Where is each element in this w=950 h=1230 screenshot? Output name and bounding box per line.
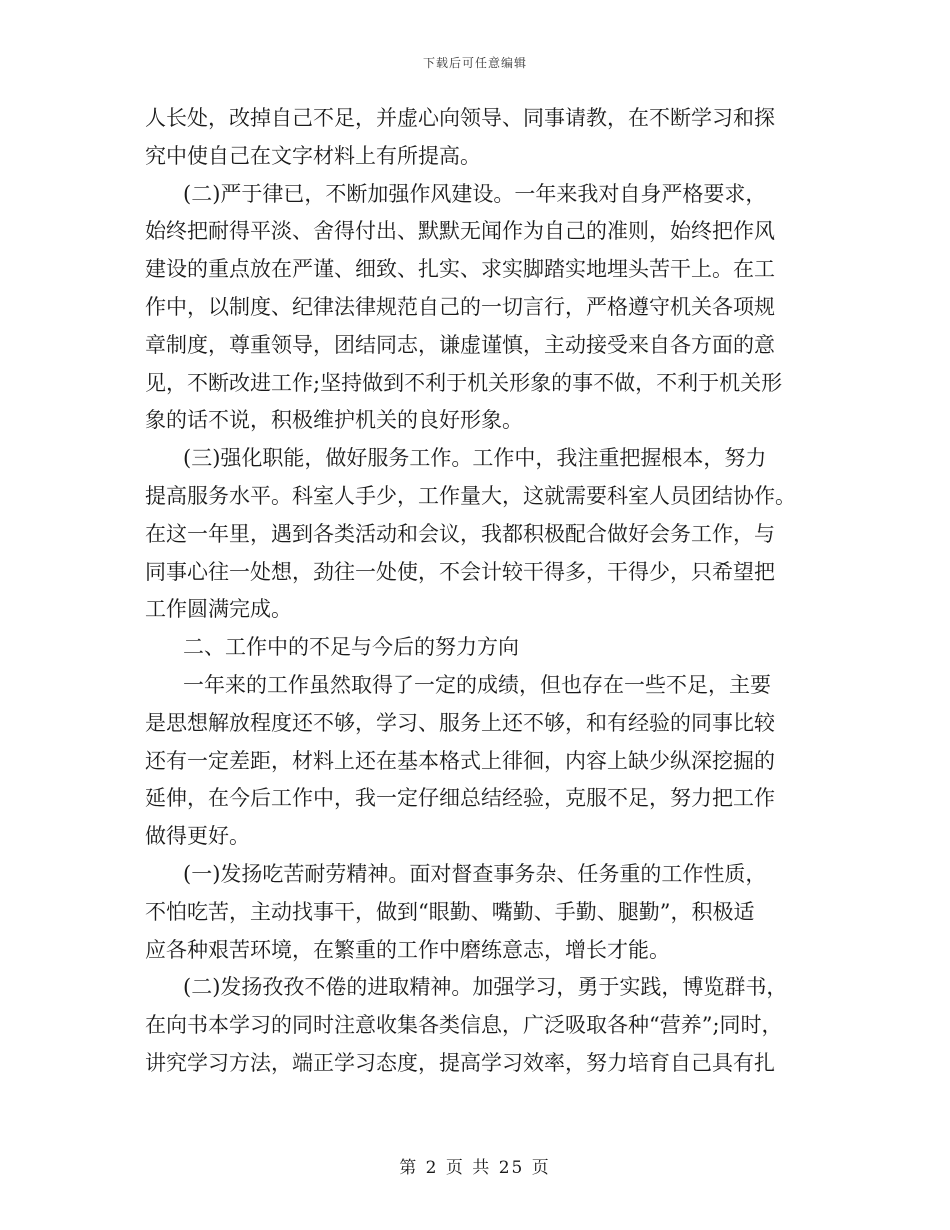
page-header: 下载后可任意编辑 xyxy=(422,56,527,70)
body-line: (一)发扬吃苦耐劳精神。面对督查事务杂、任务重的工作性质， xyxy=(183,861,767,886)
body-line: 一年来的工作虽然取得了一定的成绩，但也存在一些不足，主要 xyxy=(183,672,771,697)
body-line: 见，不断改进工作;坚持做到不利于机关形象的事不做，不利于机关形 xyxy=(145,370,783,395)
body-line: 人长处，改掉自己不足，并虚心向领导、同事请教，在不断学习和探 xyxy=(145,106,775,130)
body-line: (二)严于律已，不断加强作风建设。一年来我对自身严格要求， xyxy=(183,181,767,206)
section-heading: 二、工作中的不足与今后的努力方向 xyxy=(183,635,519,660)
body-line: 在这一年里，遇到各类活动和会议，我都积极配合做好会务工作，与 xyxy=(145,521,775,546)
body-line: 象的话不说，积极维护机关的良好形象。 xyxy=(145,408,523,433)
body-line: 做得更好。 xyxy=(145,824,250,849)
body-line: (二)发扬孜孜不倦的进取精神。加强学习，勇于实践，博览群书， xyxy=(183,975,788,1000)
body-line: 究中使自己在文字材料上有所提高。 xyxy=(145,143,481,168)
body-line: 同事心往一处想，劲往一处使，不会计较干得多，干得少，只希望把 xyxy=(145,559,775,584)
body-line: 始终把耐得平淡、舍得付出、默默无闻作为自己的准则，始终把作风 xyxy=(145,219,775,244)
body-line: 提高服务水平。科室人手少，工作量大，这就需要科室人员团结协作。 xyxy=(145,483,796,508)
body-line: 在向书本学习的同时注意收集各类信息，广泛吸取各种“营养”;同时， xyxy=(145,1013,783,1038)
body-line: (三)强化职能，做好服务工作。工作中，我注重把握根本，努力 xyxy=(183,446,767,471)
body-line: 不怕吃苦，主动找事干，做到“眼勤、嘴勤、手勤、腿勤”，积极适 xyxy=(145,899,755,924)
body-line: 讲究学习方法，端正学习态度，提高学习效率，努力培育自己具有扎 xyxy=(145,1050,775,1075)
page-number-footer: 第 2 页 共 25 页 xyxy=(399,1158,551,1178)
document-body xyxy=(145,100,805,1083)
body-line: 还有一定差距，材料上还在基本格式上徘徊，内容上缺少纵深挖掘的 xyxy=(145,748,775,773)
body-line: 工作圆满完成。 xyxy=(145,597,292,622)
body-line: 是思想解放程度还不够，学习、服务上还不够，和有经验的同事比较 xyxy=(145,710,775,735)
body-line: 章制度，尊重领导，团结同志，谦虚谨慎，主动接受来自各方面的意 xyxy=(145,332,775,357)
body-line: 应各种艰苦环境，在繁重的工作中磨练意志，增长才能。 xyxy=(145,937,670,962)
body-line: 延伸，在今后工作中，我一定仔细总结经验，克服不足，努力把工作 xyxy=(145,786,775,811)
body-line: 建设的重点放在严谨、细致、扎实、求实脚踏实地埋头苦干上。在工 xyxy=(145,257,775,282)
body-line: 作中，以制度、纪律法律规范自己的一切言行，严格遵守机关各项规 xyxy=(145,294,775,319)
